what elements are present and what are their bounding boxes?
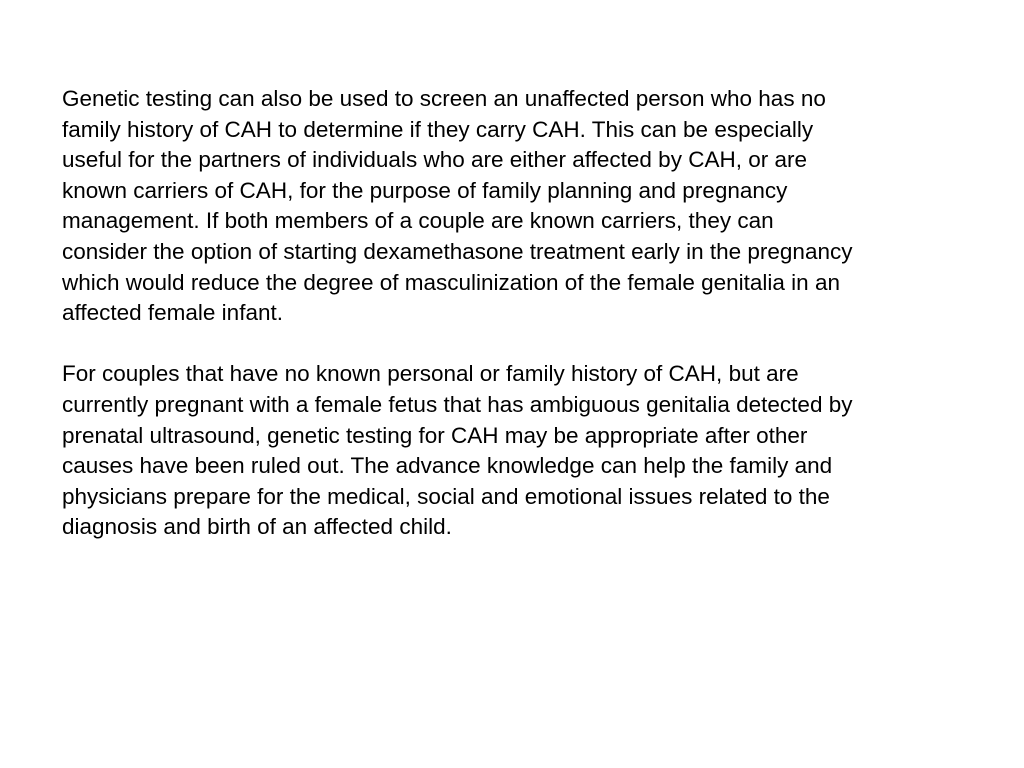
text-line: known carriers of CAH, for the purpose of family planning and pregnancy xyxy=(62,177,788,203)
text-line: prenatal ultrasound, genetic testing for CAH may be appropriate after other xyxy=(62,422,808,448)
text-line: affected female infant. xyxy=(62,300,283,326)
text-line: consider the option of starting dexamethasone treatment early in the pregnancy xyxy=(62,238,853,264)
text-line: currently pregnant with a female fetus that has ambiguous genitalia detected by xyxy=(62,391,853,417)
text-line: useful for the partners of individuals who are either affected by CAH, or are xyxy=(62,147,807,173)
text-line: family history of CAH to determine if they carry CAH. This can be especially xyxy=(62,116,814,142)
paragraph-prenatal xyxy=(62,359,972,543)
text-line: physicians prepare for the medical, social and emotional issues related to the xyxy=(62,483,830,509)
text-line: management. If both members of a couple are known carriers, they can xyxy=(62,208,774,234)
paragraph-spacer xyxy=(62,329,972,360)
slide-body-text xyxy=(62,84,972,543)
text-line: causes have been ruled out. The advance knowledge can help the family and xyxy=(62,453,833,479)
paragraph-screening xyxy=(62,84,972,329)
text-line: Genetic testing can also be used to screen an unaffected person who has no xyxy=(62,86,826,111)
text-line: diagnosis and birth of an affected child. xyxy=(62,514,452,540)
text-line: which would reduce the degree of masculinization of the female genitalia in an xyxy=(62,269,840,295)
text-line: For couples that have no known personal or family history of CAH, but are xyxy=(62,361,799,387)
